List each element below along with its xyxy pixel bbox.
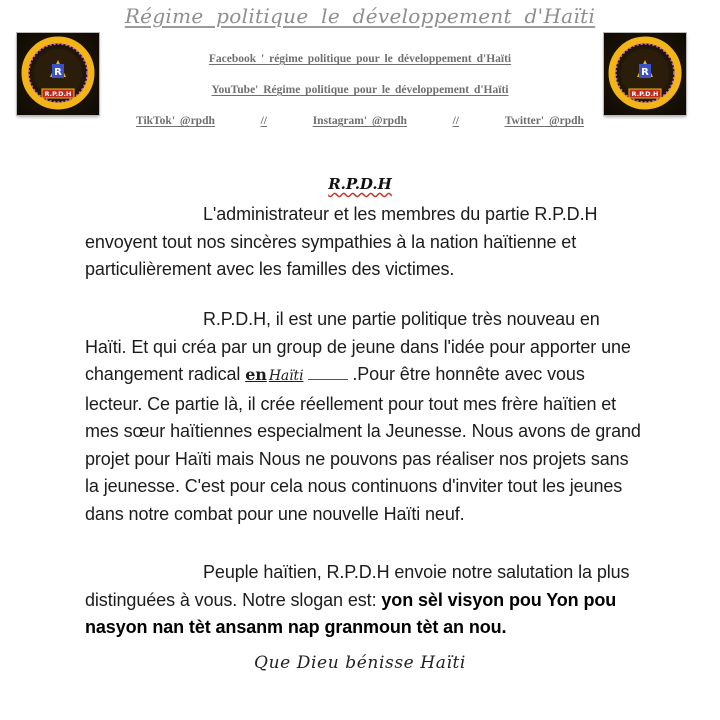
twitter-link[interactable]: Twitter' @rpdh <box>504 115 584 127</box>
rpdh-logo-right <box>604 33 686 115</box>
slogan-text: yon sèl visyon pou Yon pou nasyon nan tèt ansanm nap granmoun tèt an nou. <box>85 589 617 637</box>
separator: // <box>452 115 459 127</box>
rpdh-emblem-icon <box>17 33 99 115</box>
facebook-link[interactable]: Facebook ' régime politique pour le développement d'Haïti <box>208 53 512 65</box>
paragraph-text: .Pour être honnête avec vous lecteur. Ce partie là, il crée réellement pour tout mes frère haïtien et mes sœur haïtiennes especialment la Jeunesse. Nous avons de grand projet pour Haïti mais Nous ne pouvons pas réaliser nos projets sans la jeunesse. C'est pour cela nous continuons d'inviter tout les jeunes dans notre combat pour une nouvelle Haïti neuf. <box>85 364 641 524</box>
logo-badge-text: R.P.D.H <box>44 90 72 98</box>
underline-blank <box>308 378 348 380</box>
svg-text:R: R <box>641 67 649 78</box>
paragraph-text: R.P.D.H, il est une partie politique très nouveau en Haïti. Et qui créa par un group de jeune dans l'idée pour apporter une changement radical <box>85 309 631 384</box>
highlight-word: en <box>245 365 267 384</box>
closing-blessing: Que Dieu bénisse Haïti <box>254 653 466 673</box>
paragraph-text: L'administrateur et les membres du partie R.P.D.H envoyent tout nos sincères sympathies à la nation haïtienne et particulièrement avec les familles des victimes. <box>85 204 598 279</box>
rpdh-emblem-icon <box>604 33 686 115</box>
header-title: Régime politique le développement d'Haïti <box>124 4 596 28</box>
svg-text:R: R <box>54 67 62 78</box>
separator: // <box>260 115 267 127</box>
paragraph-slogan <box>85 559 645 642</box>
paragraph-text: Peuple haïtien, R.P.D.H envoie notre salutation la plus distinguées à vous. Notre slogan est: <box>85 562 630 610</box>
document-heading: R.P.D.H <box>328 175 392 193</box>
tiktok-link[interactable]: TikTok' @rpdh <box>136 115 215 127</box>
instagram-link[interactable]: Instagram' @rpdh <box>312 115 407 127</box>
highlight-script-word: Haïti <box>268 368 304 384</box>
paragraph-condolences <box>85 201 645 284</box>
paragraph-about <box>85 306 645 528</box>
logo-badge-text: R.P.D.H <box>631 90 659 98</box>
rpdh-logo-left <box>17 33 99 115</box>
social-handles-row <box>136 115 584 127</box>
youtube-link[interactable]: YouTube' Régime politique pour le développement d'Haïti <box>211 84 509 96</box>
